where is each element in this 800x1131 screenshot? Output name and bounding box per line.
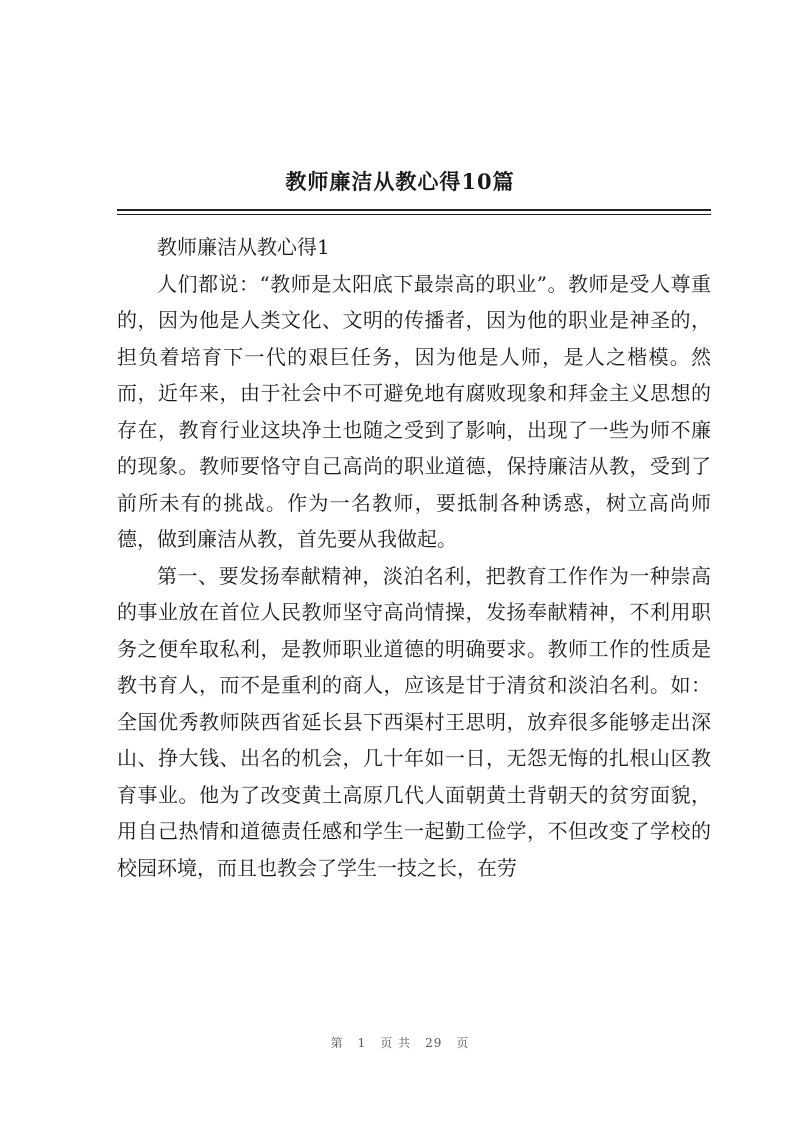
footer-page-number: 1 bbox=[357, 1036, 367, 1050]
footer-ye-gong: 页 共 bbox=[380, 1036, 412, 1050]
paragraph-first-point: 第一、要发扬奉献精神，淡泊名利，把教育工作作为一种崇高的事业放在首位人民教师坚守高尚情操，发扬奉献精神，不利用职务之便牟取私利，是教师职业道德的明确要求。教师工作的性质是教书育人，而不是重利的商人，应该是甘于清贫和淡泊名利。如：全国优秀教师陕西省延长县下西渠村王思明，放弃很多能够走出深山、挣大钱、出名的机会，几十年如一日，无怨无悔的扎根山区教育事业。他为了改变黄土高原几代人面朝黄土背朝天的贫穷面貌，用自己热情和道德责任感和学生一起勤工俭学，不但改变了学校的校园环境，而且也教会了学生一技之长，在劳 bbox=[117, 563, 711, 880]
section-heading: 教师廉洁从教心得1 bbox=[157, 235, 330, 259]
footer-total-pages: 29 bbox=[425, 1036, 443, 1050]
title-rule-thin bbox=[117, 214, 711, 215]
title-rule-thick bbox=[117, 209, 711, 211]
footer-ye: 页 bbox=[456, 1036, 470, 1050]
document-body bbox=[117, 229, 711, 886]
footer-di: 第 bbox=[330, 1036, 344, 1050]
document-title: 教师廉洁从教心得10篇 bbox=[285, 169, 515, 194]
paragraph-intro: 人们都说：“教师是太阳底下最崇高的职业”。教师是受人尊重的，因为他是人类文化、文明的传播者，因为他的职业是神圣的，担负着培育下一代的艰巨任务，因为他是人师，是人之楷模。然而，近年来，由于社会中不可避免地有腐败现象和拜金主义思想的存在，教育行业这块净土也随之受到了影响，出现了一些为师不廉的现象。教师要恪守自己高尚的职业道德，保持廉洁从教，受到了前所未有的挑战。作为一名教师，要抵制各种诱惑，树立高尚师德，做到廉洁从教，首先要从我做起。 bbox=[117, 271, 711, 551]
page-footer bbox=[0, 1034, 800, 1051]
